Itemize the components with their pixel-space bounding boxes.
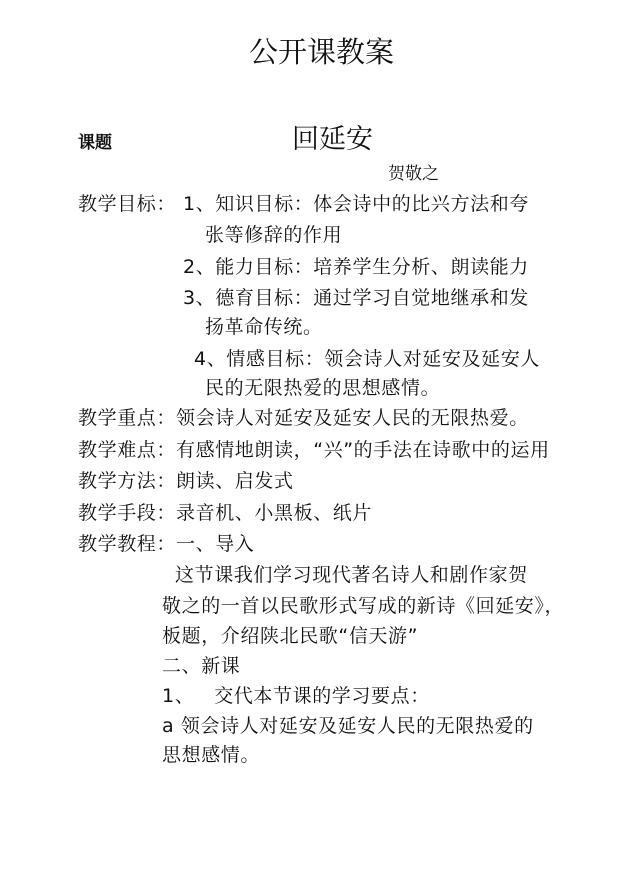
teaching-means: 教学手段：录音机、小黑板、纸片 (78, 502, 373, 524)
difficulty: 教学难点：有感情地朗读，“兴”的手法在诗歌中的运用 (78, 439, 550, 461)
author-name: 贺敬之 (388, 164, 439, 184)
goal-3-line-2: 扬革命传统。 (205, 316, 323, 338)
goal-4-line-2: 民的无限热爱的思想感情。 (205, 377, 441, 399)
subject-label: 课题 (78, 133, 112, 153)
goal-4-line-1: 4、情感目标：领会诗人对延安及延安人 (194, 348, 540, 370)
point-a-line-1: a 领会诗人对延安及延安人民的无限热爱的 (162, 715, 534, 737)
goal-3-line-1: 3、德育目标：通过学习自觉地继承和发 (183, 287, 529, 309)
point-a-line-2: 思想感情。 (162, 744, 261, 766)
goal-2: 2、能力目标：培养学生分析、朗读能力 (183, 256, 529, 278)
page-title: 公开课教案 (248, 35, 394, 69)
goal-1-line-2: 张等修辞的作用 (205, 224, 343, 246)
intro-line-1: 这节课我们学习现代著名诗人和剧作家贺 (175, 564, 528, 586)
intro-line-2: 敬之的一首以民歌形式写成的新诗《回延安》， (162, 595, 565, 617)
goals-label: 教学目标： (78, 193, 177, 215)
step-1: 1、 交代本节课的学习要点： (162, 685, 430, 707)
intro-line-3: 板题，介绍陕北民歌“信天游” (162, 625, 419, 647)
key-point: 教学重点：领会诗人对延安及延安人民的无限热爱。 (78, 407, 529, 429)
section-new-lesson: 二、新课 (162, 655, 241, 677)
teaching-method: 教学方法：朗读、启发式 (78, 470, 294, 492)
goal-1-line-1: 1、知识目标：体会诗中的比兴方法和夸 (183, 193, 529, 215)
subject-title: 回延安 (292, 124, 373, 155)
process-label: 教学教程：一、导入 (78, 533, 255, 555)
